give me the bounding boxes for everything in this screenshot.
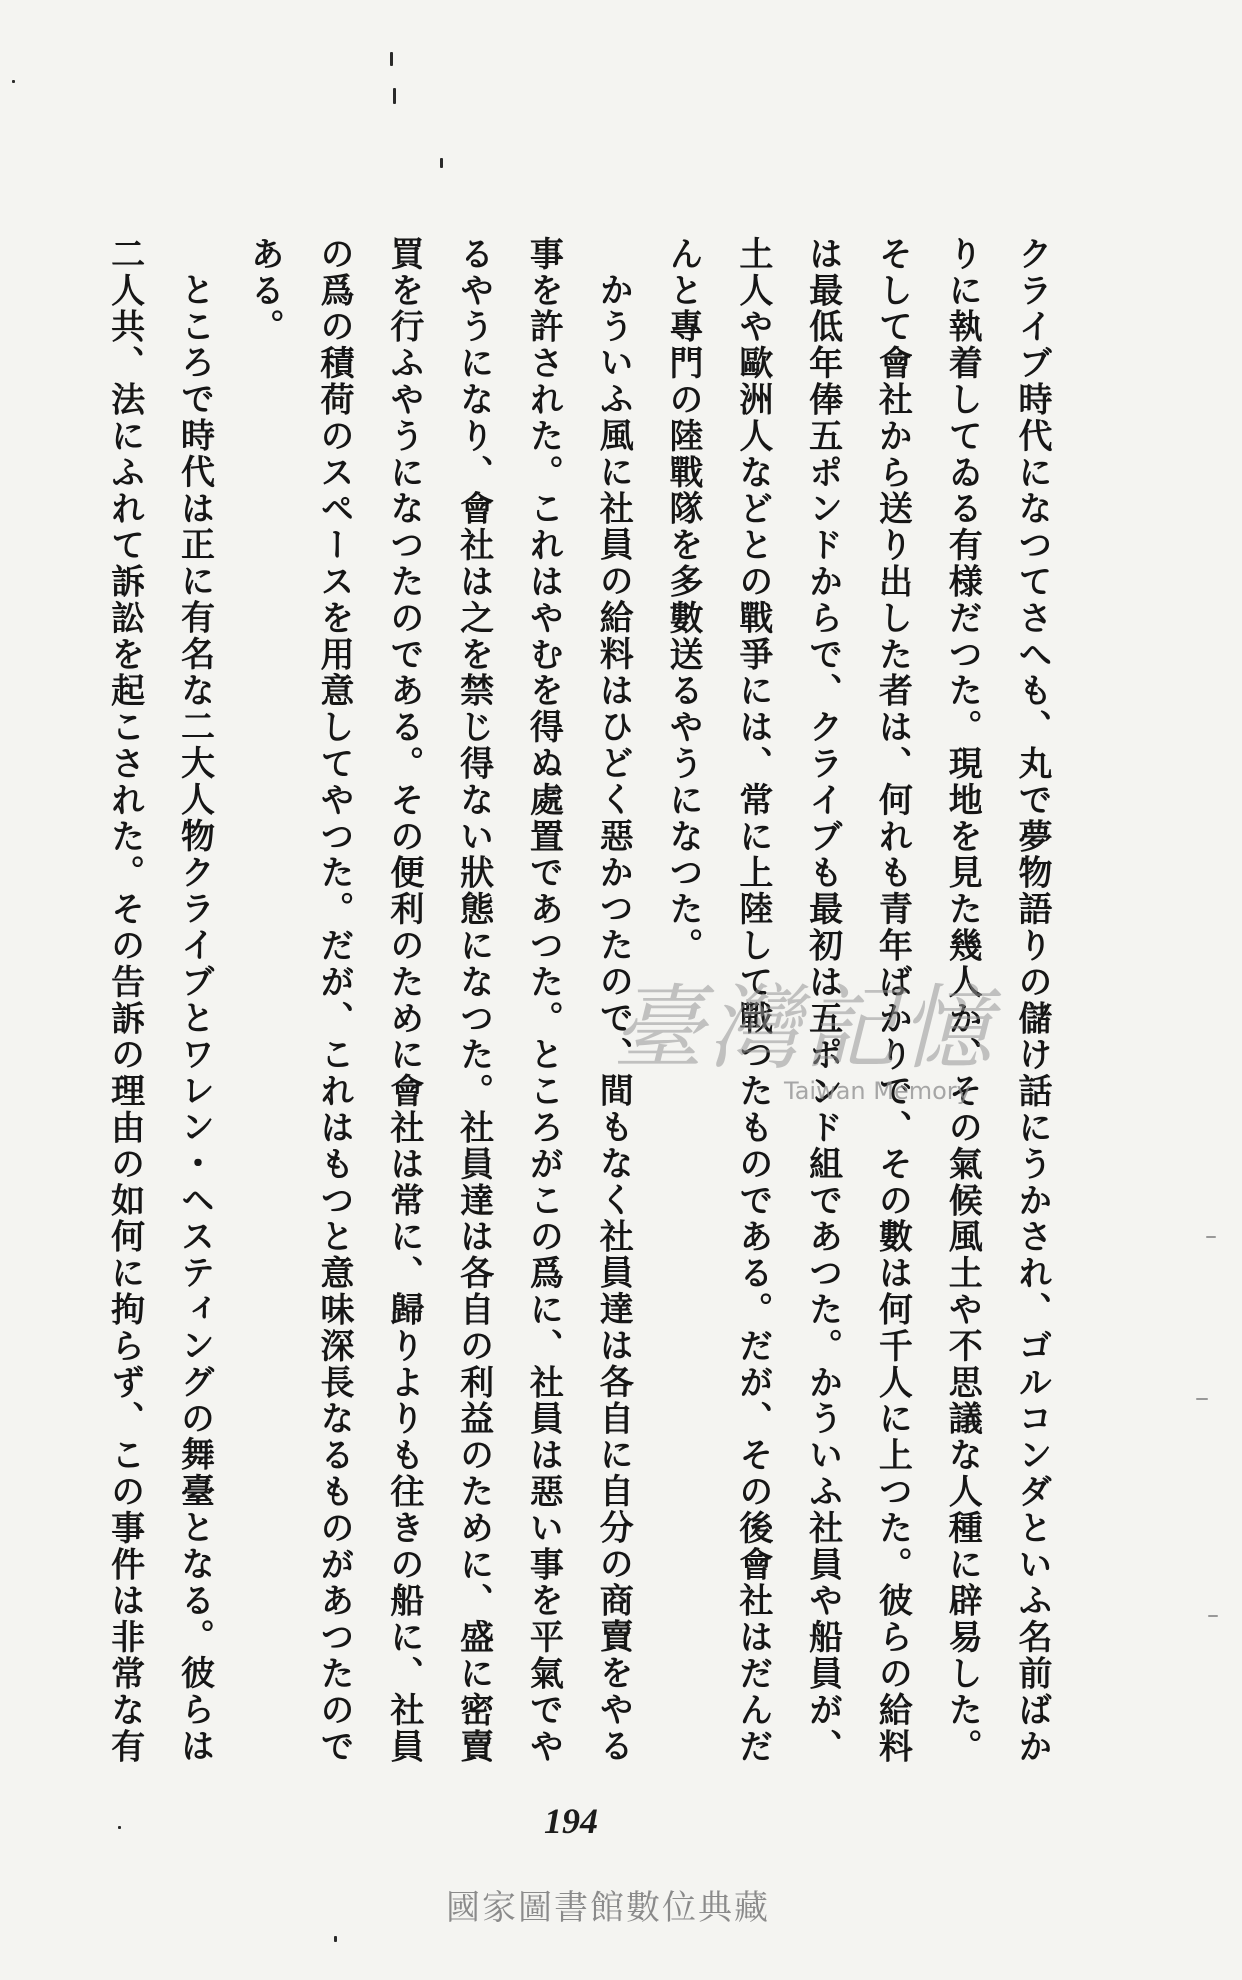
text-line: ところで時代は正に有名な二大人物クライブとワレン・ヘスティングの舞臺となる。彼らは: [174, 272, 215, 1765]
text-line: りに執着してゐる有様だつた。現地を見た幾人か、その氣候風土や不思議な人種に辟易した。: [942, 236, 983, 1765]
text-line: ある。: [244, 236, 285, 346]
text-line: クライブ時代になつてさへも、丸で夢物語りの儲け話にうかされ、ゴルコンダといふ名前ばか: [1012, 236, 1052, 1765]
text-line: 土人や歐洲人などとの戰爭には、常に上陸して戰つたものである。だが、その後會社はだんだ: [732, 236, 773, 1765]
text-line: るやうになり、會社は之を禁じ得ない狀態になつた。社員達は各自の利益のために、盛に密賣: [453, 236, 494, 1765]
text-line: かういふ風に社員の給料はひどく惡かつたので、間もなく社員達は各自に自分の商賣をやる: [593, 272, 634, 1765]
scan-speck: [393, 88, 396, 104]
scan-speck: [1196, 1398, 1208, 1400]
watermark-subtitle: Taiwan Memory: [784, 1077, 971, 1105]
page-number: 194: [544, 1801, 598, 1841]
scan-speck: [440, 158, 443, 168]
paragraph-3: [89, 236, 228, 1781]
text-line: んと專門の陸戰隊を多數送るやうになつた。: [663, 236, 704, 964]
scan-speck: [390, 52, 393, 66]
archive-footer: 國家圖書館數位典藏: [446, 1888, 770, 1928]
paragraph-1: [647, 236, 1066, 1781]
text-line: 買を行ふやうになつたのである。その便利のために會社は常に、歸りよりも往きの船に、社員: [383, 236, 424, 1765]
text-line: は最低年俸五ポンドからで、クライブも最初は五ポンド組であつた。かういふ社員や船員が、: [802, 236, 843, 1765]
scan-speck: [1206, 1236, 1216, 1238]
scan-speck: [12, 80, 15, 83]
scan-speck: [1208, 1615, 1218, 1617]
body-text: [89, 236, 1066, 1781]
paragraph-2: [228, 236, 647, 1781]
text-line: 事を許された。これはやむを得ぬ處置であつた。ところがこの爲に、社員は惡い事を平氣でや: [523, 236, 564, 1765]
text-line: 二人共、法にふれて訴訟を起こされた。その告訴の理由の如何に拘らず、この事件は非常な有: [104, 236, 145, 1765]
text-line: そして會社から送り出した者は、何れも青年ばかりで、その數は何千人に上つた。彼らの給料: [872, 236, 913, 1765]
scan-speck: [334, 1936, 337, 1942]
watermark-title: 臺灣記憶: [612, 975, 997, 1082]
scan-speck: [118, 1826, 121, 1829]
text-line: の爲の積荷のスペースを用意してやつた。だが、これはもつと意味深長なるものがあつたので: [314, 236, 355, 1765]
